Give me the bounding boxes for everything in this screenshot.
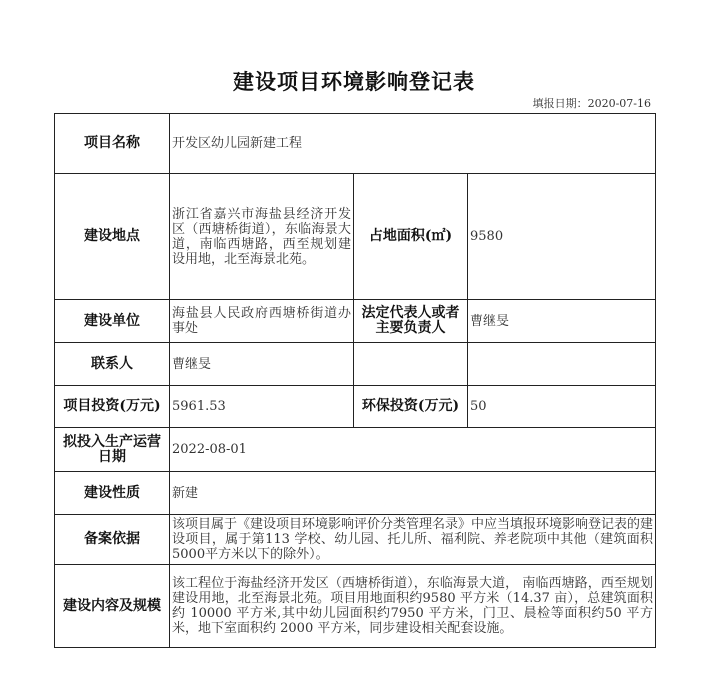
builder-value: 海盐县人民政府西塘桥街道办事处 (170, 300, 354, 343)
scope-value: 该工程位于海盐经济开发区（西塘桥街道），东临海景大道， 南临西塘路，西至规划建设用地，北至海景北苑。项目用地面积约9580 平方米（14.37 亩），总建筑面积约 10000 平方米,其中幼儿园面积约7950 平方米，门卫、晨检等面积约50 平方米，地下室面积约 2000 平方米，同步建设相关配套设施。 (170, 565, 656, 648)
scope-label: 建设内容及规模 (55, 565, 170, 648)
fill-date-value: 2020-07-16 (587, 97, 651, 110)
basis-value: 该项目属于《建设项目环境影响评价分类管理名录》中应当填报环境影响登记表的建设项目，属于第113 学校、幼儿园、托儿所、福利院、养老院项中其他（建筑面积5000平方米以下的除外）。 (170, 515, 656, 565)
document-title: 建设项目环境影响登记表 (233, 69, 475, 94)
env-investment-value: 50 (468, 386, 656, 428)
land-area-value: 9580 (468, 174, 656, 300)
row-builder (55, 300, 656, 343)
row-investment (55, 386, 656, 428)
contact-label: 联系人 (55, 343, 170, 386)
nature-label: 建设性质 (55, 472, 170, 515)
location-label: 建设地点 (55, 174, 170, 300)
contact-empty-cell-2 (468, 343, 656, 386)
project-name-value: 开发区幼儿园新建工程 (170, 114, 656, 174)
row-nature (55, 472, 656, 515)
row-basis (55, 515, 656, 565)
investment-label: 项目投资(万元) (55, 386, 170, 428)
fill-date (533, 95, 651, 111)
production-date-label: 拟投入生产运营日期 (55, 428, 170, 472)
row-location (55, 174, 656, 300)
env-investment-label: 环保投资(万元) (354, 386, 468, 428)
project-name-label: 项目名称 (55, 114, 170, 174)
basis-label: 备案依据 (55, 515, 170, 565)
row-contact (55, 343, 656, 386)
nature-value: 新建 (170, 472, 656, 515)
legal-rep-value: 曹继旻 (468, 300, 656, 343)
builder-label: 建设单位 (55, 300, 170, 343)
contact-empty-cell (354, 343, 468, 386)
location-value: 浙江省嘉兴市海盐县经济开发区（西塘桥街道），东临海景大道，南临西塘路，西至规划建设用地，北至海景北苑。 (170, 174, 354, 300)
fill-date-label: 填报日期： (532, 97, 588, 110)
land-area-label: 占地面积(㎡) (354, 174, 468, 300)
investment-value: 5961.53 (170, 386, 354, 428)
registration-form-table (54, 113, 656, 648)
row-scope (55, 565, 656, 648)
production-date-value: 2022-08-01 (170, 428, 656, 472)
contact-value: 曹继旻 (170, 343, 354, 386)
legal-rep-label: 法定代表人或者主要负责人 (354, 300, 468, 343)
row-project-name (55, 114, 656, 174)
row-production-date (55, 428, 656, 472)
